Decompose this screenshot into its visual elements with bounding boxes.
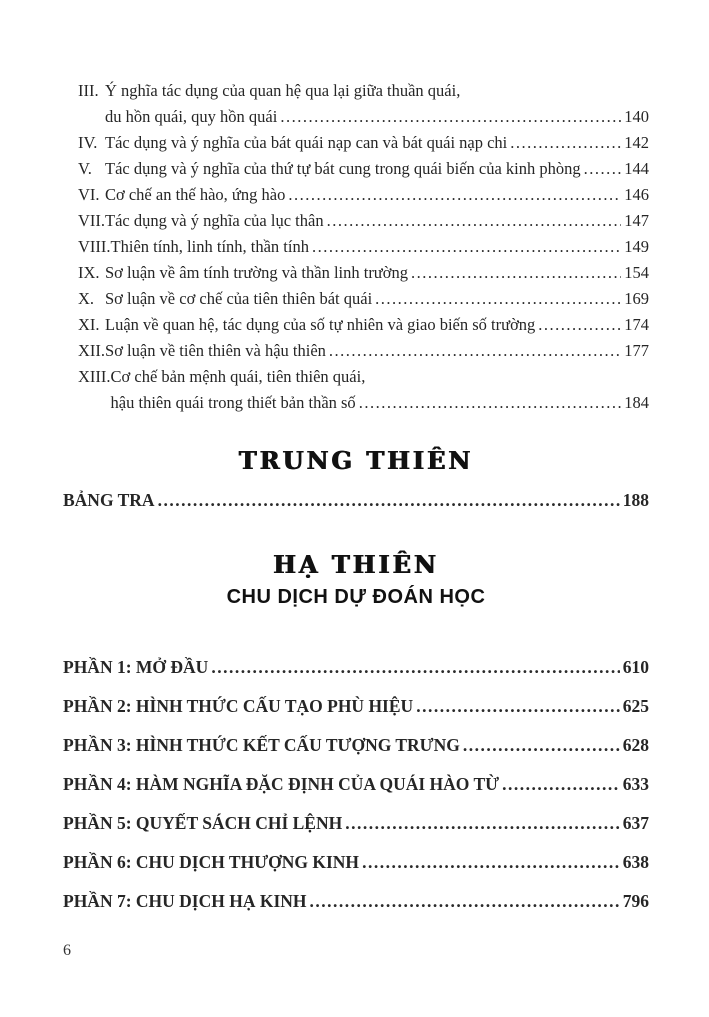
toc-entry-page: 177	[624, 341, 649, 360]
toc-entry-title: Thiên tính, linh tính, thần tính	[110, 237, 309, 256]
toc-entry-title: Sơ luận về âm tính trường và thần linh trường	[105, 263, 408, 282]
dot-leader	[280, 104, 621, 130]
dot-leader	[362, 850, 620, 874]
toc-entry-numeral: IX.	[78, 263, 100, 282]
toc-entry-title: PHẦN 5: QUYẾT SÁCH CHỈ LỆNH	[63, 813, 343, 833]
toc-entry-page: 146	[624, 185, 649, 204]
toc-entry-page: 610	[622, 657, 649, 677]
toc-entry-numeral: IV.	[78, 133, 98, 152]
toc-entry	[78, 130, 649, 156]
toc-part-entry	[63, 889, 649, 913]
toc-entry-page: 184	[624, 393, 649, 412]
toc-entry-page: 144	[624, 159, 649, 178]
toc-entry-title: Tác dụng và ý nghĩa của lục thân	[105, 211, 324, 230]
toc-entry-page: 169	[624, 289, 649, 308]
toc-entry-title-line1: Ý nghĩa tác dụng của quan hệ qua lại giữa thuần quái,	[105, 81, 461, 100]
dot-leader	[463, 733, 620, 757]
toc-entry-title-line2: hậu thiên quái trong thiết bản thần số	[110, 393, 356, 412]
toc-entry-page: 628	[622, 735, 649, 755]
toc-entry-numeral: VII.	[78, 211, 106, 230]
toc-entry	[78, 78, 649, 130]
toc-entry-bang-tra	[63, 488, 649, 512]
toc-entry-numeral: X.	[78, 289, 95, 308]
dot-leader	[327, 208, 622, 234]
toc-entry-title: Cơ chế an thế hào, ứng hào	[105, 185, 286, 204]
section-subheading-chu-dich: CHU DỊCH DỰ ĐOÁN HỌC	[226, 586, 486, 608]
toc-entry	[78, 260, 649, 286]
toc-entry-title: PHẦN 6: CHU DỊCH THƯỢNG KINH	[63, 852, 360, 872]
section-heading-ha-thien: HẠ THIÊN	[273, 550, 439, 579]
toc-part-entry	[63, 811, 649, 835]
toc-entry	[78, 182, 649, 208]
toc-entry	[78, 286, 649, 312]
toc-entry-title: Tác dụng và ý nghĩa của bát quái nạp can và bát quái nạp chi	[105, 133, 508, 152]
toc-part-entry	[63, 850, 649, 874]
dot-leader	[288, 182, 621, 208]
toc-entry-title: PHẦN 4: HÀM NGHĨA ĐẶC ĐỊNH CỦA QUÁI HÀO TỪ	[63, 774, 500, 794]
toc-entry-page: 637	[622, 813, 649, 833]
toc-entry	[78, 234, 649, 260]
page-number: 6	[63, 942, 71, 959]
toc-entry-numeral: XIII.	[78, 367, 111, 386]
toc-entry-title: PHẦN 2: HÌNH THỨC CẤU TẠO PHÙ HIỆU	[63, 696, 414, 716]
toc-entry-title: PHẦN 7: CHU DỊCH HẠ KINH	[63, 891, 307, 911]
dot-leader	[312, 234, 621, 260]
dot-leader	[359, 390, 622, 416]
dot-leader	[329, 338, 621, 364]
toc-entry-title: Sơ luận về cơ chế của tiên thiên bát quái	[105, 289, 373, 308]
toc-entry-page: 638	[622, 852, 649, 872]
dot-leader	[310, 889, 620, 913]
toc-entry	[78, 156, 649, 182]
toc-entry	[78, 364, 649, 416]
dot-leader	[416, 694, 620, 718]
section-heading-trung-thien: TRUNG THIÊN	[238, 446, 474, 475]
toc-entry-numeral: VI.	[78, 185, 100, 204]
toc-parts-section	[63, 655, 649, 913]
toc-entry	[78, 208, 649, 234]
toc-entry	[78, 312, 649, 338]
dot-leader	[502, 772, 620, 796]
dot-leader	[211, 655, 619, 679]
toc-entry-numeral: III.	[78, 81, 99, 100]
toc-part-entry	[63, 733, 649, 757]
toc-entry-page: 625	[622, 696, 649, 716]
dot-leader	[345, 811, 620, 835]
toc-entry-page: 796	[622, 891, 649, 911]
toc-entry-title-line2: du hồn quái, quy hồn quái	[105, 107, 278, 126]
toc-part-entry	[63, 772, 649, 796]
dot-leader	[411, 260, 621, 286]
toc-entry-title: BẢNG TRA	[63, 490, 155, 510]
toc-entry-numeral: VIII.	[78, 237, 111, 256]
dot-leader	[584, 156, 622, 182]
toc-entry-numeral: V.	[78, 159, 92, 178]
toc-entry-numeral: XI.	[78, 315, 100, 334]
toc-entry-page: 633	[622, 774, 649, 794]
toc-entry-title: Sơ luận về tiên thiên và hậu thiên	[105, 341, 326, 360]
toc-entry-title: Tác dụng và ý nghĩa của thứ tự bát cung trong quái biến của kinh phòng	[105, 159, 581, 178]
toc-entry-title: PHẦN 3: HÌNH THỨC KẾT CẤU TƯỢNG TRƯNG	[63, 735, 460, 755]
toc-entry	[78, 338, 649, 364]
dot-leader	[375, 286, 621, 312]
toc-entry-title-line1: Cơ chế bản mệnh quái, tiên thiên quái,	[110, 367, 366, 386]
dot-leader	[158, 488, 620, 512]
toc-entry-page: 142	[624, 133, 649, 152]
toc-entry-page: 147	[624, 211, 649, 230]
toc-upper-section	[63, 78, 649, 416]
toc-entry-page: 174	[624, 315, 649, 334]
toc-entry-title: PHẦN 1: MỞ ĐẦU	[63, 657, 209, 677]
toc-entry-numeral: XII.	[78, 341, 106, 360]
toc-entry-page: 140	[624, 107, 649, 126]
toc-part-entry	[63, 655, 649, 679]
toc-entry-page: 149	[624, 237, 649, 256]
toc-entry-title: Luận về quan hệ, tác dụng của số tự nhiên và giao biến số trường	[105, 315, 536, 334]
toc-entry-page: 188	[622, 490, 649, 510]
dot-leader	[510, 130, 621, 156]
dot-leader	[538, 312, 621, 338]
toc-entry-page: 154	[624, 263, 649, 282]
toc-part-entry	[63, 694, 649, 718]
